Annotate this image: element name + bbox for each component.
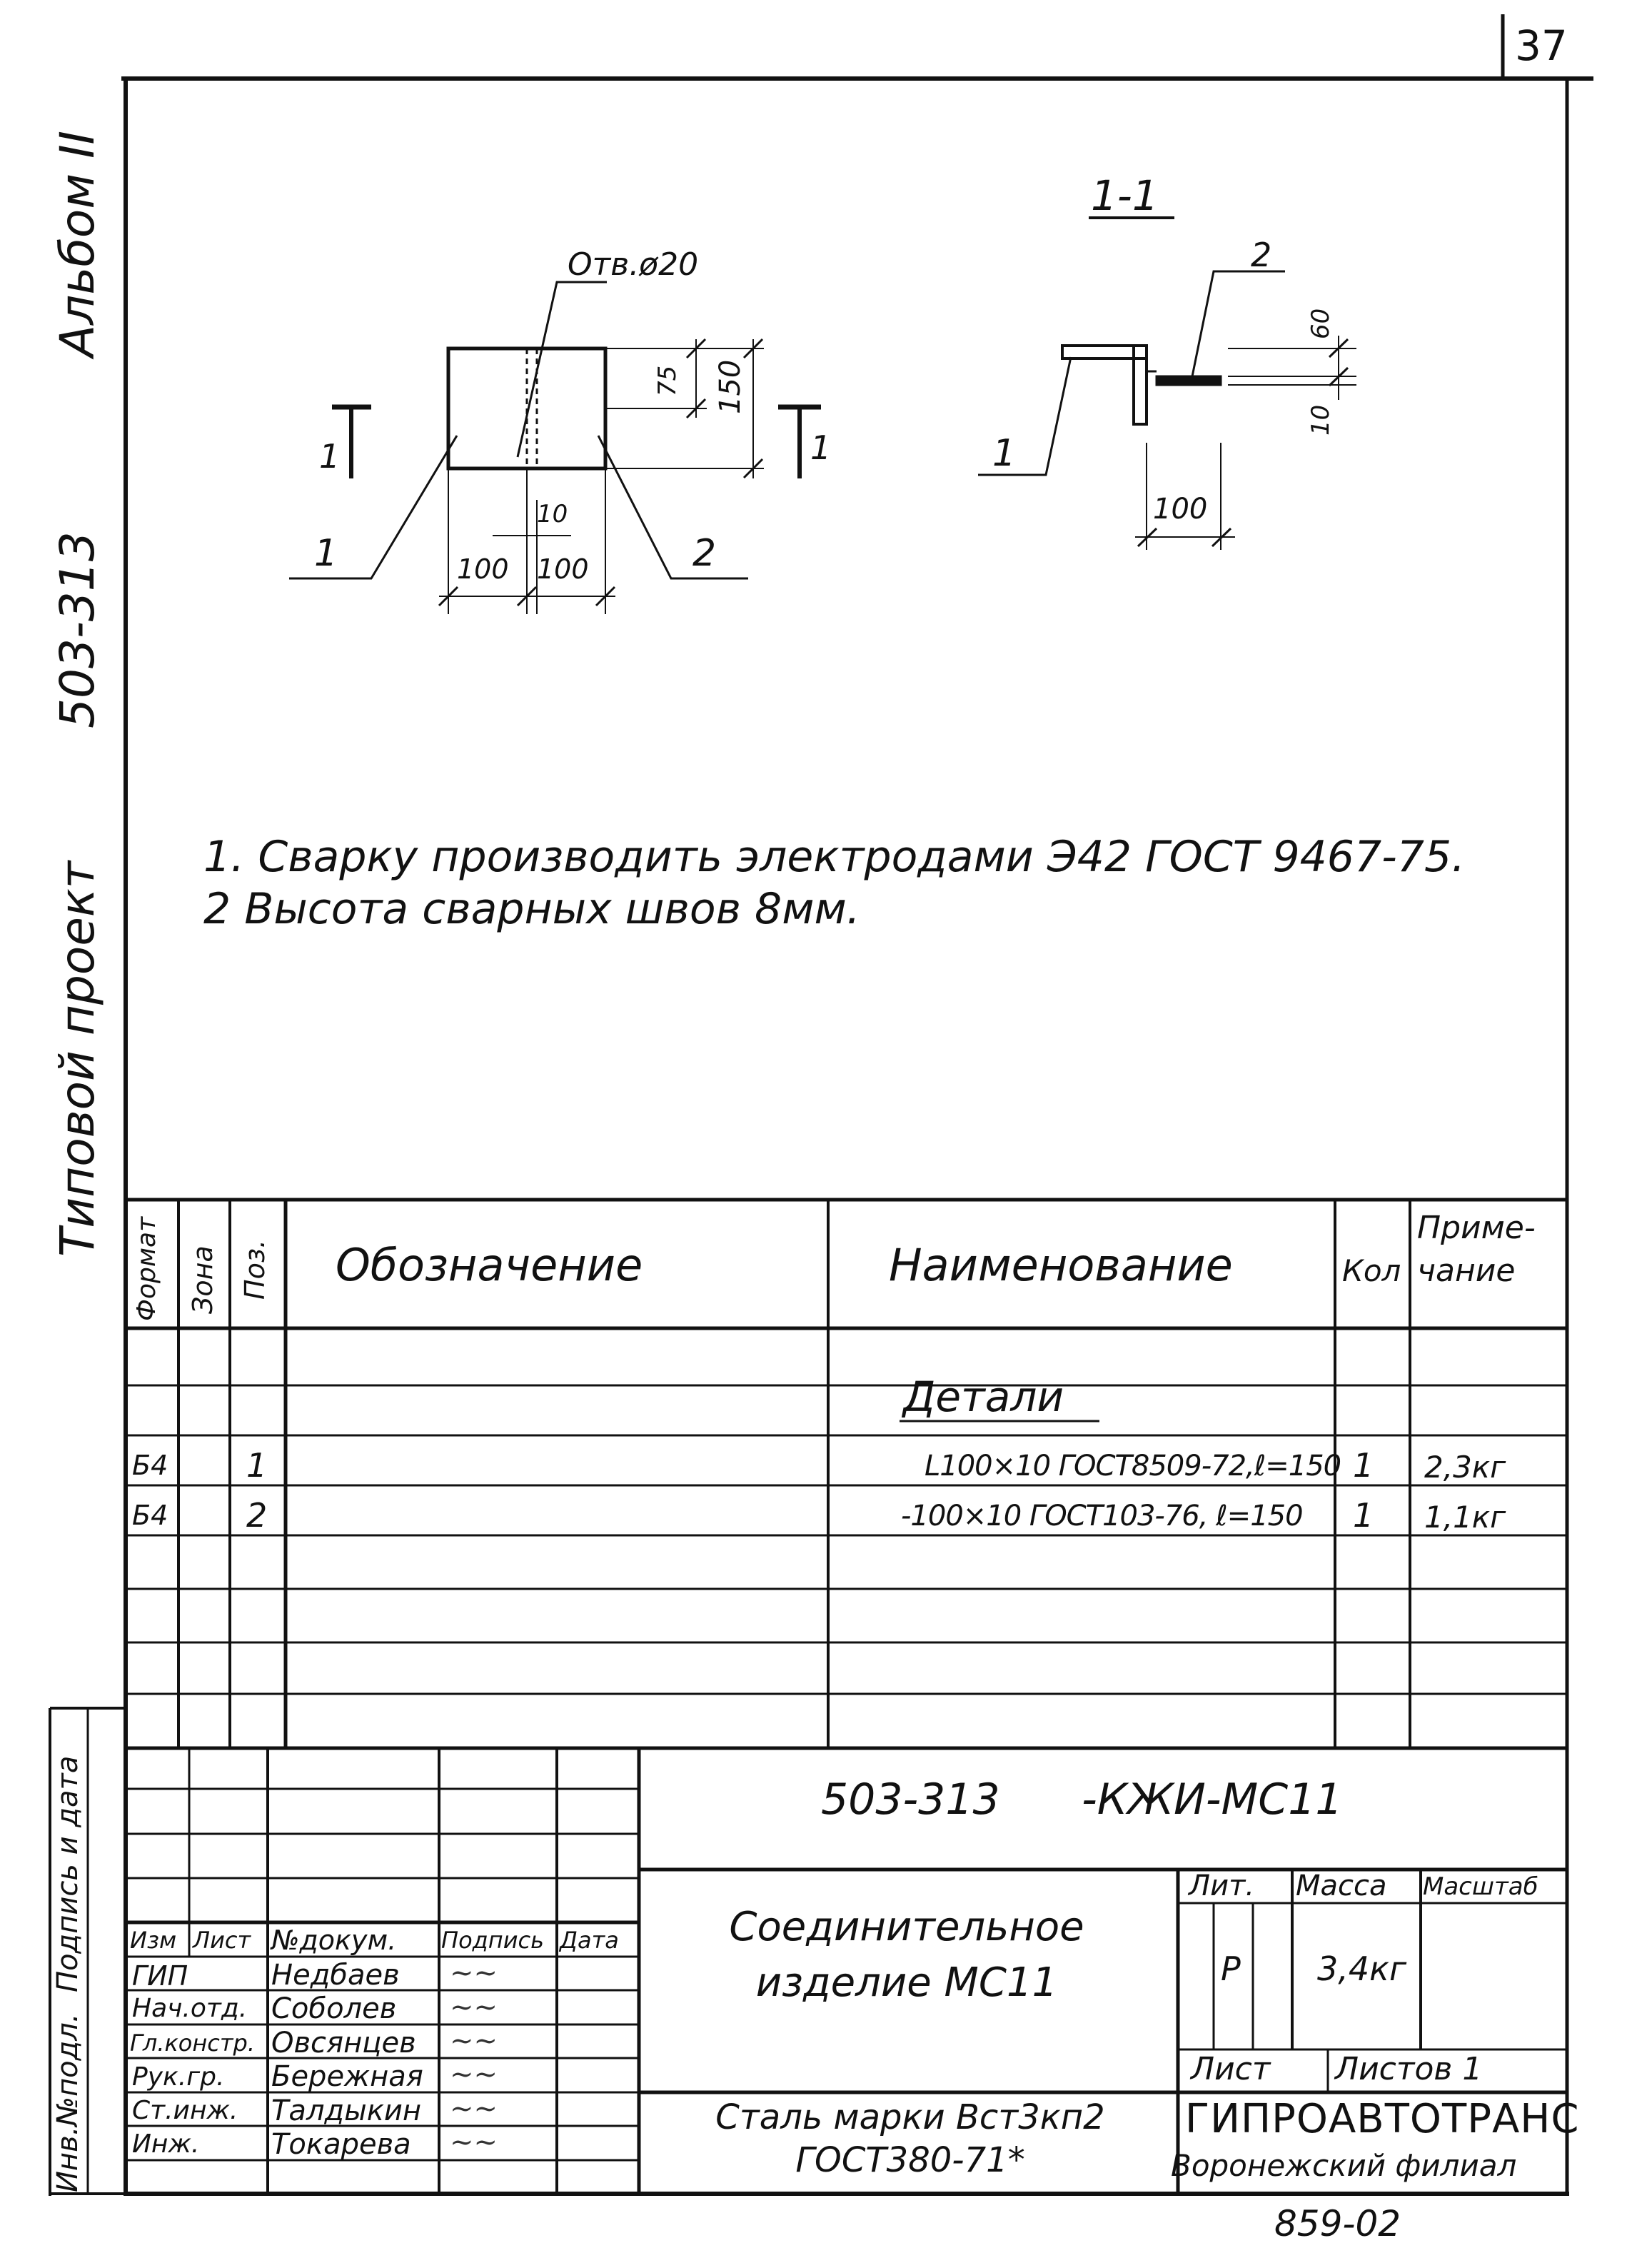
col-qty-header: Кол bbox=[1342, 1253, 1401, 1288]
tb-head-doc: №докум. bbox=[271, 1925, 397, 1956]
row1-note: 2,3кг bbox=[1424, 1450, 1506, 1485]
mass-value: 3,4кг bbox=[1317, 1950, 1407, 1988]
signature-4: ~~ bbox=[450, 2058, 498, 2091]
row1-format: Б4 bbox=[132, 1450, 168, 1481]
tb-head-list: Лист bbox=[193, 1927, 251, 1954]
col-pos-header: Поз. bbox=[239, 1239, 271, 1300]
section-title: 1-1 bbox=[1091, 171, 1159, 220]
row2-format: Б4 bbox=[132, 1500, 168, 1531]
bottom-code: 859-02 bbox=[1274, 2203, 1401, 2244]
staff-role: Нач.отд. bbox=[132, 1994, 248, 2023]
signature-2: ~~ bbox=[450, 1991, 498, 2024]
hole-label: Отв.ø20 bbox=[568, 246, 699, 283]
note-1: 1. Сварку производить электродами Э42 ГОСТ 9467-75. bbox=[203, 832, 1466, 882]
note-2: 2 Высота сварных швов 8мм. bbox=[203, 884, 860, 934]
staff-role: Рук.гр. bbox=[132, 2062, 225, 2092]
row2-name: -100×10 ГОСТ103-76, ℓ=150 bbox=[901, 1500, 1303, 1532]
cut-mark-left: 1 bbox=[319, 437, 341, 476]
tb-head-sign: Подпись bbox=[441, 1927, 544, 1954]
dim-60: 60 bbox=[1306, 308, 1335, 339]
cut-mark-right: 1 bbox=[810, 428, 832, 467]
spec-section-title: Детали bbox=[903, 1373, 1064, 1421]
scale-label: Масштаб bbox=[1423, 1872, 1538, 1901]
lit-value: Р bbox=[1221, 1950, 1241, 1988]
dim-10: 10 bbox=[537, 500, 568, 528]
signature-1: ~~ bbox=[450, 1957, 498, 1989]
dim-10-section: 10 bbox=[1306, 404, 1335, 436]
org-name: ГИПРОАВТОТРАНС bbox=[1185, 2096, 1580, 2142]
margin-inv-number: Инв.№подл. bbox=[51, 2013, 84, 2192]
section-pos-1: 1 bbox=[992, 432, 1017, 475]
sheet-label: Лист bbox=[1191, 2051, 1271, 2087]
signature-6: ~~ bbox=[450, 2126, 498, 2159]
org-branch: Воронежский филиал bbox=[1171, 2148, 1517, 2183]
col-note-header: Приме- чание bbox=[1417, 1210, 1536, 1289]
staff-role: ГИП bbox=[132, 1960, 188, 1992]
staff-role: Инж. bbox=[132, 2129, 200, 2159]
signature-5: ~~ bbox=[450, 2092, 498, 2125]
col-name-header: Наименование bbox=[889, 1239, 1233, 1291]
doc-code: 503-313 -КЖИ-МС11 bbox=[821, 1775, 1343, 1825]
staff-name: Бережная bbox=[271, 2060, 423, 2093]
tb-head-izm: Изм bbox=[130, 1927, 177, 1954]
dim-100-section: 100 bbox=[1153, 493, 1208, 526]
margin-album: Альбом II bbox=[50, 130, 105, 357]
staff-role: Гл.констр. bbox=[130, 2029, 255, 2057]
dim-100-left: 100 bbox=[457, 553, 509, 585]
material: Сталь марки Вст3кп2 ГОСТ380-71* bbox=[715, 2097, 1105, 2180]
page-number: 37 bbox=[1515, 21, 1568, 70]
plan-pos-1: 1 bbox=[314, 532, 338, 575]
margin-sign-date: Подпись и дата bbox=[51, 1755, 84, 1992]
row2-qty: 1 bbox=[1353, 1496, 1374, 1535]
col-zone-header: Зона bbox=[187, 1245, 218, 1314]
plan-pos-2: 2 bbox=[692, 532, 717, 575]
row2-note: 1,1кг bbox=[1424, 1500, 1506, 1535]
row1-qty: 1 bbox=[1353, 1446, 1374, 1485]
col-format-header: Формат bbox=[132, 1216, 161, 1321]
col-designation-header: Обозначение bbox=[336, 1239, 643, 1291]
margin-project-code: 503-313 bbox=[50, 531, 105, 728]
lit-label: Лит. bbox=[1189, 1870, 1255, 1902]
row2-pos: 2 bbox=[246, 1496, 268, 1535]
dim-150: 150 bbox=[714, 359, 747, 414]
staff-name: Соболев bbox=[271, 1992, 397, 2025]
signature-3: ~~ bbox=[450, 2024, 498, 2057]
staff-name: Недбаев bbox=[271, 1959, 400, 1992]
staff-name: Талдыкин bbox=[271, 2094, 422, 2127]
sheets-label: Листов 1 bbox=[1335, 2051, 1483, 2087]
staff-role: Ст.инж. bbox=[132, 2096, 238, 2125]
section-pos-2: 2 bbox=[1251, 236, 1272, 274]
tb-head-date: Дата bbox=[560, 1927, 619, 1954]
dim-75: 75 bbox=[653, 365, 682, 396]
item-name: Соединительное изделие МС11 bbox=[729, 1904, 1084, 2006]
dim-100-right: 100 bbox=[537, 553, 589, 585]
row1-name: L100×10 ГОСТ8509-72,ℓ=150 bbox=[925, 1450, 1341, 1482]
mass-label: Масса bbox=[1296, 1870, 1387, 1902]
staff-name: Овсянцев bbox=[271, 2027, 416, 2059]
row1-pos: 1 bbox=[246, 1446, 268, 1485]
staff-name: Токарева bbox=[271, 2128, 411, 2161]
margin-project-label: Типовой проект bbox=[50, 860, 105, 1257]
